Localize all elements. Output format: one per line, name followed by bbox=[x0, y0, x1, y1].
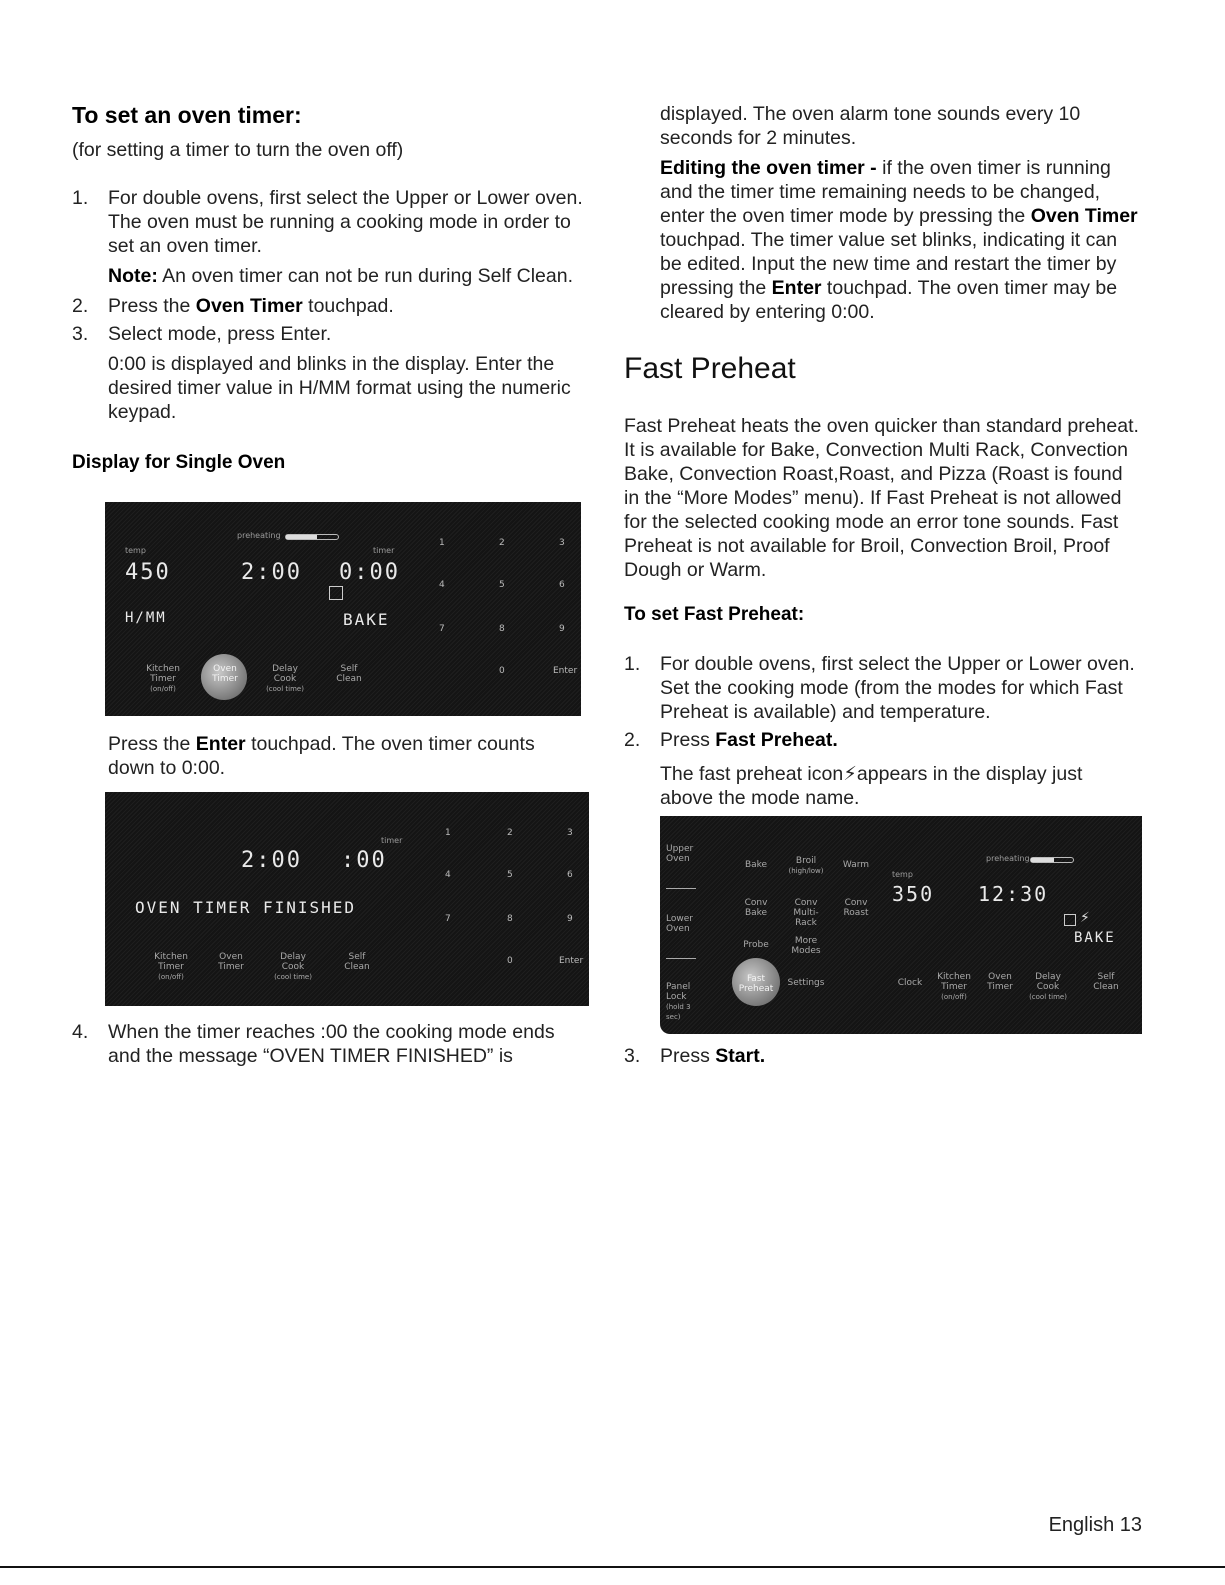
button-label: Kitchen Timer bbox=[154, 952, 188, 972]
text-run: Press bbox=[660, 1045, 716, 1067]
step-detail: 0:00 is displayed and blinks in the display. Enter the desired timer value in H/MM format using the numeric keypad. bbox=[108, 353, 571, 423]
more-modes-button[interactable]: More Modes bbox=[791, 936, 821, 956]
button-sublabel: (on/off) bbox=[941, 993, 967, 1001]
lower-oven-button[interactable]: Lower Oven bbox=[666, 914, 693, 934]
key-9[interactable]: 9 bbox=[567, 914, 573, 924]
warm-button[interactable]: Warm bbox=[842, 860, 870, 870]
control-panel-timer-finished bbox=[105, 792, 589, 1006]
text-run: touchpad. The oven timer counts down to 0:00. bbox=[108, 733, 535, 779]
step-1 bbox=[72, 186, 592, 288]
button-label: Panel Lock bbox=[666, 982, 691, 1002]
text-run: touchpad. bbox=[302, 295, 394, 317]
preheating-label: preheating bbox=[986, 854, 1030, 863]
text-run: appears in the display just above the mode name. bbox=[660, 763, 1083, 809]
button-label: Kitchen Timer bbox=[146, 664, 180, 684]
key-2[interactable]: 2 bbox=[499, 538, 505, 548]
button-label: Kitchen Timer bbox=[937, 972, 971, 992]
conv-multi-rack-button[interactable]: Conv Multi-Rack bbox=[793, 898, 819, 928]
key-3[interactable]: 3 bbox=[559, 538, 565, 548]
text-run: if the oven timer is running and the timer time remaining needs to be changed, enter the oven timer mode by pressing the bbox=[660, 157, 1111, 227]
time-readout: 2:00 bbox=[241, 848, 302, 873]
temp-readout: 450 bbox=[125, 560, 171, 585]
step-text bbox=[660, 728, 1144, 752]
key-6[interactable]: 6 bbox=[559, 580, 565, 590]
step-detail bbox=[660, 762, 1130, 810]
step-text: For double ovens, first select the Upper or Lower oven. The oven must be running a cooking mode in order to set an oven timer. bbox=[108, 187, 583, 257]
lightning-icon: ⚡ bbox=[843, 763, 857, 785]
probe-button[interactable]: Probe bbox=[743, 940, 769, 950]
text-run-bold: Oven Timer bbox=[1030, 205, 1138, 227]
display-heading: Display for Single Oven bbox=[72, 452, 286, 473]
key-8[interactable]: 8 bbox=[507, 914, 513, 924]
step-text: For double ovens, first select the Upper or Lower oven. Set the cooking mode (from the modes for which Fast Preheat is available) and temperature. bbox=[660, 653, 1135, 723]
text-run-bold: Enter bbox=[195, 733, 246, 755]
note bbox=[108, 264, 592, 288]
key-8[interactable]: 8 bbox=[499, 624, 505, 634]
text-run: touchpad. The timer value set blinks, indicating it can be edited. Input the new time and restart the timer by pressing the bbox=[660, 229, 1118, 299]
timer-label: timer bbox=[373, 546, 395, 555]
key-5[interactable]: 5 bbox=[507, 870, 513, 880]
temp-label: temp bbox=[125, 546, 146, 555]
key-0[interactable]: 0 bbox=[499, 666, 505, 676]
step-number: 2. bbox=[624, 729, 641, 751]
divider bbox=[666, 888, 696, 889]
temp-label: temp bbox=[892, 870, 913, 879]
step-text: When the timer reaches :00 the cooking mode ends and the message “OVEN TIMER FINISHED” is bbox=[108, 1021, 555, 1067]
preheat-bar bbox=[1030, 857, 1074, 863]
set-fast-preheat-heading: To set Fast Preheat: bbox=[624, 604, 805, 625]
fast-preheat-button[interactable]: Fast Preheat bbox=[738, 974, 774, 994]
fp-step-2 bbox=[624, 728, 1144, 810]
timer-readout: :00 bbox=[341, 848, 387, 873]
key-5[interactable]: 5 bbox=[499, 580, 505, 590]
text-run-bold: Fast Preheat. bbox=[715, 729, 838, 751]
conv-bake-button[interactable]: Conv Bake bbox=[744, 898, 768, 918]
step-number: 4. bbox=[72, 1021, 89, 1043]
text-run-bold: Enter bbox=[771, 277, 822, 299]
step-number: 3. bbox=[72, 323, 89, 345]
step-4 bbox=[72, 1020, 592, 1068]
preheat-bar bbox=[285, 534, 339, 540]
time-readout: 2:00 bbox=[241, 560, 302, 585]
text-run: Press the bbox=[108, 733, 196, 755]
broil-button[interactable] bbox=[786, 856, 826, 876]
self-clean-button[interactable]: Self Clean bbox=[1093, 972, 1119, 992]
note-label: Note: bbox=[108, 265, 158, 287]
upper-oven-button[interactable]: Upper Oven bbox=[666, 844, 694, 864]
settings-button[interactable]: Settings bbox=[787, 978, 825, 988]
continued-text: displayed. The oven alarm tone sounds every 10 seconds for 2 minutes. bbox=[660, 103, 1081, 149]
mode-readout: BAKE bbox=[343, 610, 390, 629]
text-run-bold: Editing the oven timer - bbox=[660, 157, 877, 179]
button-sublabel: (cool time) bbox=[1029, 993, 1067, 1001]
key-3[interactable]: 3 bbox=[567, 828, 573, 838]
note-text: An oven timer can not be run during Self Clean. bbox=[157, 265, 573, 287]
bake-button[interactable]: Bake bbox=[744, 860, 768, 870]
enter-instruction bbox=[108, 732, 578, 780]
key-4[interactable]: 4 bbox=[439, 580, 445, 590]
fp-step-3 bbox=[624, 1044, 1144, 1068]
timer-icon bbox=[329, 586, 343, 600]
section-subtitle: (for setting a timer to turn the oven off) bbox=[72, 139, 404, 161]
text-run: Press bbox=[660, 729, 716, 751]
delay-cook-button[interactable] bbox=[1028, 972, 1068, 1002]
text-run-bold: Start. bbox=[715, 1045, 766, 1067]
step-text bbox=[108, 294, 592, 318]
key-1[interactable]: 1 bbox=[445, 828, 451, 838]
time-readout: 12:30 bbox=[978, 882, 1049, 906]
delay-cook-button[interactable] bbox=[263, 664, 307, 694]
message-readout: OVEN TIMER FINISHED bbox=[135, 898, 357, 917]
step-number: 2. bbox=[72, 295, 89, 317]
preheating-label: preheating bbox=[237, 531, 281, 540]
timer-icon bbox=[1064, 914, 1076, 926]
oven-timer-button[interactable]: Oven Timer bbox=[218, 952, 244, 972]
control-panel-single-oven bbox=[105, 502, 581, 716]
step-text: Select mode, press Enter. bbox=[108, 323, 332, 345]
format-readout: H/MM bbox=[125, 610, 167, 626]
key-6[interactable]: 6 bbox=[567, 870, 573, 880]
text-run-bold: Oven Timer bbox=[195, 295, 303, 317]
key-9[interactable]: 9 bbox=[559, 624, 565, 634]
editing-oven-timer bbox=[660, 156, 1144, 324]
self-clean-button[interactable]: Self Clean bbox=[336, 664, 362, 684]
step-3 bbox=[72, 322, 592, 424]
panel-lock-button[interactable] bbox=[666, 982, 700, 1022]
button-sublabel: (cool time) bbox=[274, 973, 312, 981]
key-2[interactable]: 2 bbox=[507, 828, 513, 838]
key-7[interactable]: 7 bbox=[445, 914, 451, 924]
step-text bbox=[660, 1044, 1144, 1068]
conv-roast-button[interactable]: Conv Roast bbox=[843, 898, 869, 918]
button-label: Broil bbox=[795, 856, 817, 866]
key-7[interactable]: 7 bbox=[439, 624, 445, 634]
button-label: Delay Cook bbox=[280, 952, 306, 972]
control-panel-double-oven bbox=[660, 816, 1142, 1034]
section-title-oven-timer: To set an oven timer: bbox=[72, 102, 302, 128]
step-number: 3. bbox=[624, 1045, 641, 1067]
divider bbox=[666, 958, 696, 959]
step-2 bbox=[72, 294, 592, 318]
key-1[interactable]: 1 bbox=[439, 538, 445, 548]
key-0[interactable]: 0 bbox=[507, 956, 513, 966]
clock-button[interactable]: Clock bbox=[897, 978, 923, 988]
page-footer: English 13 bbox=[1048, 1514, 1142, 1536]
bottom-rule bbox=[0, 1566, 1225, 1568]
button-sublabel: (on/off) bbox=[150, 685, 176, 693]
button-label: Delay Cook bbox=[272, 664, 298, 684]
oven-timer-button[interactable]: Oven Timer bbox=[212, 664, 238, 684]
timer-label: timer bbox=[381, 836, 403, 845]
text-run: The fast preheat icon bbox=[660, 763, 844, 785]
button-sublabel: (hold 3 sec) bbox=[666, 1003, 691, 1021]
step-number: 1. bbox=[72, 187, 89, 209]
kitchen-timer-button[interactable] bbox=[934, 972, 974, 1002]
text-run: Press the bbox=[108, 295, 196, 317]
key-4[interactable]: 4 bbox=[445, 870, 451, 880]
fast-preheat-title: Fast Preheat bbox=[624, 352, 796, 385]
button-sublabel: (cool time) bbox=[266, 685, 304, 693]
fp-step-1 bbox=[624, 652, 1144, 724]
button-sublabel: (high/low) bbox=[788, 867, 824, 875]
temp-readout: 350 bbox=[892, 882, 935, 906]
fast-preheat-description: Fast Preheat heats the oven quicker than standard preheat. It is available for Bake, Convection Multi Rack, Convection Bake, Convection Roast,Roast, and Pizza (Roast is found in the “More Modes” menu). If Fast Preheat is not allowed for the selected cooking mode an error tone sounds. Fast Preheat is not available for Broil, Convection Broil, Proof Dough or Warm. bbox=[624, 415, 1139, 581]
key-enter[interactable]: Enter bbox=[559, 956, 584, 966]
timer-readout: 0:00 bbox=[339, 560, 400, 585]
self-clean-button[interactable]: Self Clean bbox=[344, 952, 370, 972]
kitchen-timer-button[interactable] bbox=[141, 664, 185, 694]
kitchen-timer-button[interactable] bbox=[149, 952, 193, 982]
button-sublabel: (on/off) bbox=[158, 973, 184, 981]
mode-readout: BAKE bbox=[1074, 930, 1116, 946]
text-run: touchpad. The oven timer may be cleared by entering 0:00. bbox=[660, 277, 1118, 323]
fast-preheat-indicator-icon: ⚡ bbox=[1080, 910, 1090, 926]
delay-cook-button[interactable] bbox=[271, 952, 315, 982]
button-label: Delay Cook bbox=[1035, 972, 1061, 992]
step-number: 1. bbox=[624, 653, 641, 675]
oven-timer-button[interactable]: Oven Timer bbox=[987, 972, 1013, 992]
key-enter[interactable]: Enter bbox=[553, 666, 578, 676]
